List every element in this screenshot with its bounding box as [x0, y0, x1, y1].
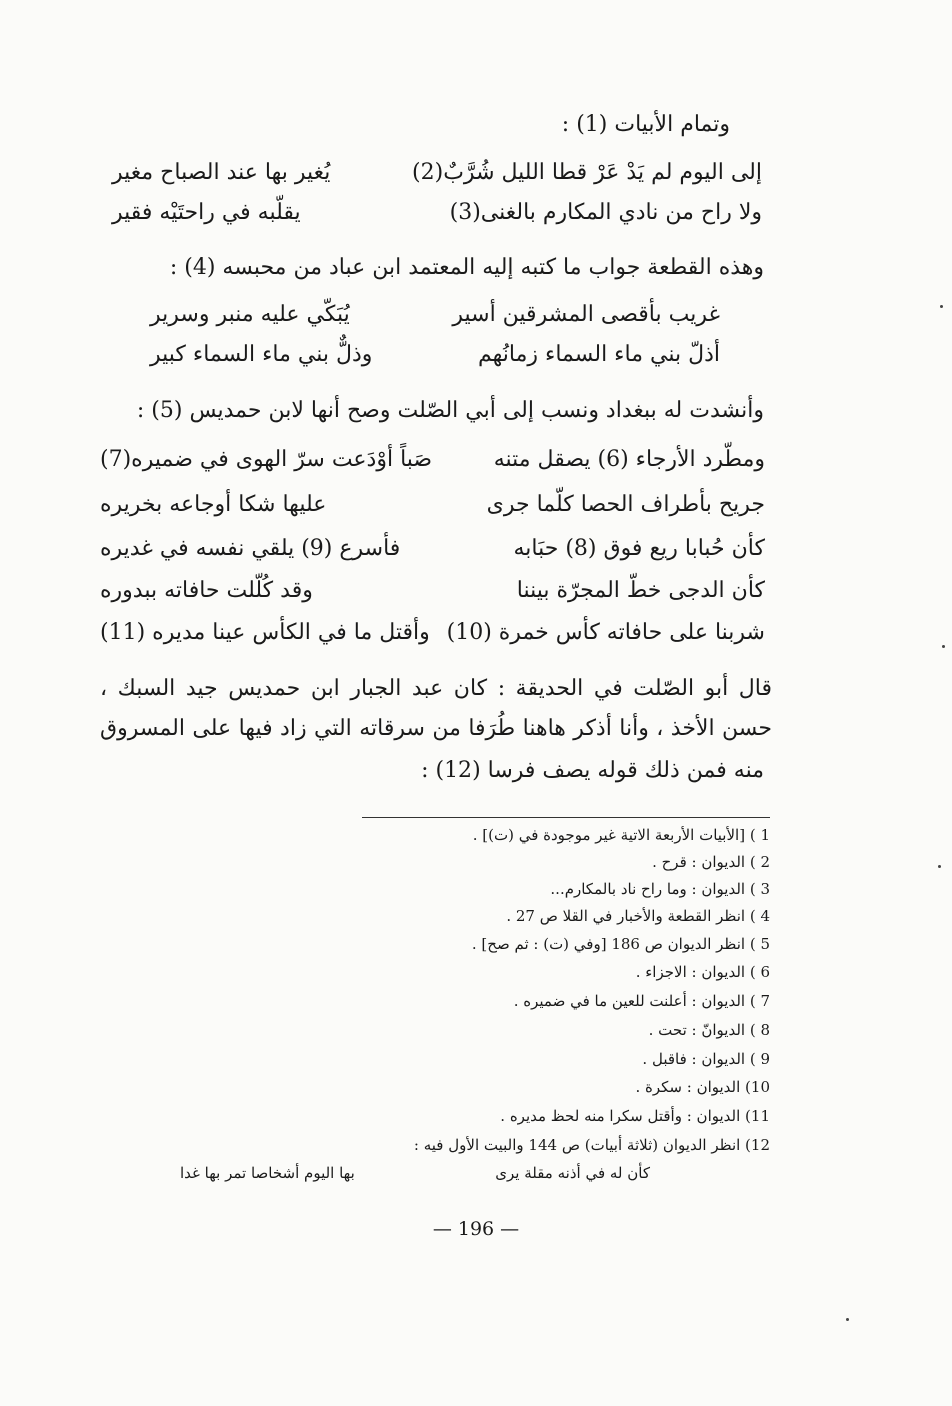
footnote-verse	[180, 1164, 650, 1182]
verse-hemistich-right: إلى اليوم لم يَدْ عَرْ قطا الليل شُرَّبٌ(2)	[412, 160, 762, 185]
footnote-separator	[362, 817, 770, 818]
verse-line	[100, 492, 765, 517]
verse-hemistich-right: كأن حُبابا ريع فوق (8) حبَابه	[513, 536, 765, 561]
page-number: — 196 —	[432, 1218, 520, 1240]
verse-hemistich-right: غريب بأقصى المشرقين أسير	[452, 302, 720, 327]
verse-hemistich-left: عليها شكا أوجاعه بخريره	[100, 492, 327, 517]
verse-hemistich-left: يُبَكّي عليه منبر وسرير	[150, 302, 350, 327]
footnote: 8 ) الديوانّ : تحت .	[648, 1021, 770, 1039]
footnote: 10) الديوان : سكرة .	[635, 1078, 770, 1096]
scan-speck	[938, 865, 941, 868]
verse-hemistich-left: يقلّبه في راحتَيْه فقير	[112, 200, 301, 225]
verse-line	[100, 620, 765, 645]
footnote: 6 ) الديوان : الاجزاء .	[635, 963, 770, 981]
prose-line: وهذه القطعة جواب ما كتبه إليه المعتمد ابن عباد من محبسه (4) :	[169, 255, 764, 280]
verse-hemistich-right: كأن له في أذنه مقلة يرى	[495, 1164, 650, 1182]
verse-hemistich-right: ومطّرد الأرجاء (6) يصقل متنه	[493, 447, 765, 472]
verse-line	[112, 160, 762, 185]
footnote: 7 ) الديوان : أعلنت للعين ما في ضميره .	[513, 992, 770, 1010]
verse-hemistich-left: وقد كُلّلت حافاته ببدوره	[100, 578, 313, 603]
verse-hemistich-left: بها اليوم أشخاصا تمر بها غدا	[180, 1164, 355, 1182]
paragraph-line: منه فمن ذلك قوله يصف فرسا (12) :	[421, 758, 764, 783]
footnote: 1 ) [الأبيات الأربعة الاتية غير موجودة في (ت)] .	[472, 826, 770, 844]
verse-hemistich-left: وذلٌّ بني ماء السماء كبير	[150, 342, 373, 367]
verse-hemistich-left: صَباً أوْدَعت سرّ الهوى في ضميره(7)	[100, 447, 433, 472]
paragraph-line: قال أبو الصّلت في الحديقة : كان عبد الجبار ابن حمديس جيد السبك ،	[100, 676, 772, 701]
verse-hemistich-left: يُغير بها عند الصباح مغير	[112, 160, 331, 185]
prose-line: وأنشدت له ببغداد ونسب إلى أبي الصّلت وصح أنها لابن حمديس (5) :	[136, 398, 764, 423]
footnote: 12) انظر الديوان (ثلاثة أبيات) ص 144 والبيت الأول فيه :	[413, 1136, 770, 1154]
verse-line	[100, 447, 765, 472]
verse-line	[100, 536, 765, 561]
verse-hemistich-left: وأقتل ما في الكأس عينا مديره (11)	[100, 620, 430, 645]
verse-hemistich-right: شربنا على حافاته كأس خمرة (10)	[446, 620, 765, 645]
verse-hemistich-right: ولا راح من نادي المكارم بالغنى(3)	[449, 200, 762, 225]
footnote: 9 ) الديوان : فاقبل .	[642, 1050, 770, 1068]
footnote: 11) الديوان : وأقتل سكرا منه لحظ مديره .	[500, 1107, 770, 1125]
footnote: 2 ) الديوان : قرح .	[652, 853, 770, 871]
paragraph-line: حسن الأخذ ، وأنا أذكر هاهنا طُرَفا من سرقاته التي زاد فيها على المسروق	[100, 716, 772, 741]
verse-hemistich-right: أذلّ بني ماء السماء زمانُهم	[477, 342, 720, 367]
scan-speck	[940, 305, 943, 308]
verse-line	[150, 302, 720, 327]
verse-hemistich-right: جريح بأطراف الحصا كلّما جرى	[486, 492, 765, 517]
scan-speck	[846, 1318, 849, 1321]
verse-line	[100, 578, 765, 603]
verse-hemistich-right: كأن الدجى خطّ المجرّة بيننا	[516, 578, 765, 603]
footnote: 5 ) انظر الديوان ص 186 [وفي (ت) : ثم صح] .	[471, 935, 770, 953]
intro-line: وتمام الأبيات (1) :	[561, 112, 730, 137]
footnote: 3 ) الديوان : وما راح ناد بالمكارم...	[550, 880, 770, 898]
scan-speck	[942, 645, 945, 648]
verse-hemistich-left: فأسرع (9) يلقي نفسه في غديره	[100, 536, 401, 561]
verse-line	[112, 200, 762, 225]
verse-line	[150, 342, 720, 367]
footnote: 4 ) انظر القطعة والأخبار في القلا ص 27 .	[506, 907, 770, 925]
